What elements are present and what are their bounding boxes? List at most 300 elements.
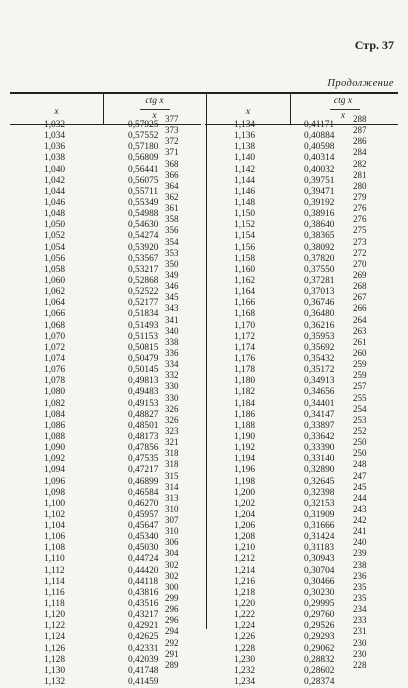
ctg-value-cell: 0,54274 (128, 231, 159, 242)
difference-cell: 330 (165, 392, 179, 403)
ctg-value-cell: 0,51153 (128, 331, 159, 342)
difference-cell: 304 (165, 548, 179, 559)
difference-cell: 326 (165, 403, 179, 414)
difference-cell: 307 (165, 515, 179, 526)
difference-cell: 281 (353, 169, 367, 180)
x-cell: 1,126 (44, 643, 66, 654)
x-cell: 1,232 (234, 665, 256, 676)
difference-cell: 244 (353, 492, 367, 503)
difference-cell: 302 (165, 559, 179, 570)
ctg-value-cell: 0,52522 (128, 287, 159, 298)
ctg-value-cell: 0,37281 (304, 275, 335, 286)
difference-cell: 326 (165, 414, 179, 425)
x-cell: 1,128 (44, 654, 66, 665)
ctg-value-cell: 0,31424 (304, 532, 335, 543)
difference-cell: 289 (165, 659, 179, 670)
ctg-value-cell: 0,32645 (304, 476, 335, 487)
ctg-value-cell: 0,32153 (304, 498, 335, 509)
x-column-header-left: x (54, 107, 59, 117)
difference-cell: 254 (353, 403, 367, 414)
ctg-value-cell: 0,36746 (304, 298, 335, 309)
x-cell: 1,106 (44, 532, 66, 543)
ctg-value-cell: 0,32890 (304, 465, 335, 476)
ctg-value-cell: 0,35953 (304, 331, 335, 342)
x-cell: 1,084 (44, 409, 66, 420)
ctg-value-cell: 0,53217 (128, 264, 159, 275)
difference-cell: 296 (165, 615, 179, 626)
x-cell: 1,214 (234, 565, 256, 576)
difference-cell: 377 (165, 114, 179, 124)
x-cell: 1,144 (234, 175, 256, 186)
ctg-value-cell: 0,45647 (128, 521, 159, 532)
x-cell: 1,048 (44, 209, 66, 220)
ctg-column-header-right: ctg x (333, 96, 353, 106)
difference-cell: 318 (165, 459, 179, 470)
x-cell: 1,202 (234, 498, 256, 509)
x-cell: 1,164 (234, 287, 256, 298)
x-cell: 1,204 (234, 509, 256, 520)
difference-cell: 260 (353, 347, 367, 358)
x-cell: 1,104 (44, 521, 66, 532)
difference-cell: 257 (353, 381, 367, 392)
x-cell: 1,200 (234, 487, 256, 498)
x-cell: 1,156 (234, 242, 256, 253)
ctg-value-cell: 0,35172 (304, 365, 335, 376)
x-cell: 1,034 (44, 131, 66, 142)
ctg-value-cell: 0,40884 (304, 131, 335, 142)
x-cell: 1,102 (44, 509, 66, 520)
ctg-value-cell: 0,31183 (304, 543, 335, 554)
x-cell: 1,074 (44, 353, 66, 364)
ctg-value-cell: 0,52177 (128, 298, 159, 309)
ctg-value-cell: 0,50145 (128, 365, 159, 376)
ctg-value-cell: 0,46270 (128, 498, 159, 509)
difference-cell: 240 (353, 537, 367, 548)
difference-cell: 350 (165, 258, 179, 269)
ctg-value-cell: 0,44118 (128, 576, 159, 587)
x-cell: 1,056 (44, 253, 66, 264)
difference-cell: 332 (165, 370, 179, 381)
ctg-value-cell: 0,37013 (304, 287, 335, 298)
x-cell: 1,158 (234, 253, 256, 264)
difference-cell: 346 (165, 281, 179, 292)
ctg-value-cell: 0,46584 (128, 487, 159, 498)
ctg-value-cell: 0,50479 (128, 353, 159, 364)
x-cell: 1,038 (44, 153, 66, 164)
ctg-value-cell: 0,53567 (128, 253, 159, 264)
x-cell: 1,112 (44, 565, 65, 576)
difference-cell: 313 (165, 492, 179, 503)
difference-cell: 234 (353, 604, 367, 615)
difference-cell: 287 (353, 125, 367, 136)
difference-cell: 296 (165, 604, 179, 615)
difference-cell: 241 (353, 526, 367, 537)
x-cell: 1,124 (44, 632, 66, 643)
ctg-value-cell: 0,54988 (128, 209, 159, 220)
ctg-value-cell: 0,40598 (304, 142, 335, 153)
ctg-value-cell: 0,55711 (128, 186, 159, 197)
x-cell: 1,076 (44, 365, 66, 376)
x-cell: 1,110 (44, 554, 65, 565)
difference-cell: 321 (165, 437, 179, 448)
difference-cell: 233 (353, 615, 367, 626)
x-cell: 1,224 (234, 621, 256, 632)
x-cell: 1,132 (44, 677, 66, 688)
ctg-value-cell: 0,51834 (128, 309, 159, 320)
x-cell: 1,082 (44, 398, 66, 409)
x-cell: 1,168 (234, 309, 256, 320)
difference-cell: 275 (353, 225, 367, 236)
ctg-value-cell: 0,29760 (304, 610, 335, 621)
x-cell: 1,212 (234, 554, 256, 565)
difference-cell: 286 (353, 136, 367, 147)
x-cell: 1,178 (234, 365, 256, 376)
difference-cell: 368 (165, 158, 179, 169)
x-cell: 1,098 (44, 487, 66, 498)
ctg-value-cell: 0,34656 (304, 387, 335, 398)
ctg-value-cell: 0,37550 (304, 264, 335, 275)
table-top-rule (10, 92, 398, 94)
x-cell: 1,050 (44, 220, 66, 231)
difference-cell: 272 (353, 247, 367, 258)
difference-cell: 259 (353, 359, 367, 370)
x-cell: 1,040 (44, 164, 66, 175)
ctg-value-cell: 0,41748 (128, 665, 159, 676)
x-cell: 1,194 (234, 454, 256, 465)
ctg-value-cell: 0,43516 (128, 599, 159, 610)
difference-cell: 245 (353, 481, 367, 492)
difference-cell: 230 (353, 637, 367, 648)
x-cell: 1,152 (234, 220, 256, 231)
x-cell: 1,042 (44, 175, 66, 186)
x-cell: 1,198 (234, 476, 256, 487)
x-cell: 1,234 (234, 677, 256, 688)
ctg-value-cell: 0,31909 (304, 509, 335, 520)
x-column-left (44, 120, 94, 688)
ctg-value-cell: 0,34401 (304, 398, 335, 409)
x-cell: 1,090 (44, 443, 66, 454)
difference-cell: 349 (165, 269, 179, 280)
diff-column-left (165, 114, 190, 671)
ctg-value-cell: 0,43816 (128, 587, 159, 598)
ctg-value-cell: 0,57925 (128, 120, 159, 130)
ctg-value-cell: 0,49813 (128, 376, 159, 387)
ctg-value-cell: 0,34147 (304, 409, 335, 420)
ctg-value-cell: 0,30704 (304, 565, 335, 576)
difference-cell: 330 (165, 381, 179, 392)
difference-cell: 255 (353, 392, 367, 403)
ctg-value-cell: 0,30466 (304, 576, 335, 587)
difference-cell: 250 (353, 448, 367, 459)
x-cell: 1,058 (44, 264, 66, 275)
ctg-value-cell: 0,46899 (128, 476, 159, 487)
difference-cell: 261 (353, 336, 367, 347)
x-cell: 1,134 (234, 120, 256, 130)
page-number: Стр. 37 (354, 38, 394, 52)
difference-cell: 314 (165, 481, 179, 492)
difference-cell: 373 (165, 125, 179, 136)
difference-cell: 263 (353, 325, 367, 336)
ctg-value-cell: 0,44420 (128, 565, 159, 576)
ctg-value-cell: 0,42625 (128, 632, 159, 643)
x-cell: 1,066 (44, 309, 66, 320)
difference-cell: 353 (165, 247, 179, 258)
ctg-value-cell: 0,36480 (304, 309, 335, 320)
x-cell: 1,064 (44, 298, 66, 309)
difference-cell: 284 (353, 147, 367, 158)
x-cell: 1,136 (234, 131, 256, 142)
ctg-value-cell: 0,40314 (304, 153, 335, 164)
ctg-value-cell: 0,40032 (304, 164, 335, 175)
ctg-value-cell: 0,33140 (304, 454, 335, 465)
difference-cell: 299 (165, 593, 179, 604)
ctg-value-cell: 0,44724 (128, 554, 159, 565)
ctg-value-cell: 0,39192 (304, 197, 335, 208)
difference-cell: 236 (353, 570, 367, 581)
x-cell: 1,190 (234, 431, 256, 442)
difference-cell: 280 (353, 180, 367, 191)
difference-cell: 302 (165, 570, 179, 581)
ctg-value-cell: 0,39751 (304, 175, 335, 186)
difference-cell: 228 (353, 659, 367, 670)
ctg-value-cell: 0,48827 (128, 409, 159, 420)
ctg-value-cell: 0,38916 (304, 209, 335, 220)
ctg-value-cell: 0,48501 (128, 420, 159, 431)
x-cell: 1,142 (234, 164, 256, 175)
ctg-value-cell: 0,42039 (128, 654, 159, 665)
x-column-right (234, 120, 284, 688)
ctg-value-cell: 0,33390 (304, 443, 335, 454)
ctg-value-cell: 0,42921 (128, 621, 159, 632)
ctg-value-cell: 0,49483 (128, 387, 159, 398)
x-cell: 1,100 (44, 498, 66, 509)
x-cell: 1,086 (44, 420, 66, 431)
x-cell: 1,208 (234, 532, 256, 543)
difference-cell: 269 (353, 269, 367, 280)
difference-cell: 343 (165, 303, 179, 314)
x-cell: 1,206 (234, 521, 256, 532)
difference-cell: 268 (353, 281, 367, 292)
x-cell: 1,114 (44, 576, 65, 587)
difference-cell: 250 (353, 437, 367, 448)
ctg-value-cell: 0,39471 (304, 186, 335, 197)
difference-cell: 282 (353, 158, 367, 169)
difference-cell: 247 (353, 470, 367, 481)
x-cell: 1,122 (44, 621, 66, 632)
difference-cell: 252 (353, 425, 367, 436)
x-cell: 1,228 (234, 643, 256, 654)
x-cell: 1,062 (44, 287, 66, 298)
difference-cell: 362 (165, 191, 179, 202)
difference-cell: 242 (353, 515, 367, 526)
difference-cell: 338 (165, 336, 179, 347)
x-cell: 1,188 (234, 420, 256, 431)
difference-cell: 300 (165, 581, 179, 592)
difference-cell: 366 (165, 169, 179, 180)
diff-column-right (353, 114, 378, 671)
x-cell: 1,052 (44, 231, 66, 242)
x-cell: 1,070 (44, 331, 66, 342)
ctg-value-cell: 0,35692 (304, 342, 335, 353)
ctg-value-cell: 0,50815 (128, 342, 159, 353)
difference-cell: 364 (165, 180, 179, 191)
ctg-value-cell: 0,28832 (304, 654, 335, 665)
ctg-value-cell: 0,28602 (304, 665, 335, 676)
difference-cell: 318 (165, 448, 179, 459)
ctg-value-cell: 0,29526 (304, 621, 335, 632)
x-cell: 1,226 (234, 632, 256, 643)
x-cell: 1,080 (44, 387, 66, 398)
ctg-value-cell: 0,41459 (128, 677, 159, 688)
ctg-value-cell: 0,56075 (128, 175, 159, 186)
x-cell: 1,184 (234, 398, 256, 409)
x-cell: 1,218 (234, 587, 256, 598)
difference-cell: 354 (165, 236, 179, 247)
ctg-value-cell: 0,35432 (304, 353, 335, 364)
difference-cell: 315 (165, 470, 179, 481)
ctg-value-cell: 0,33897 (304, 420, 335, 431)
ctg-value-cell: 0,47535 (128, 454, 159, 465)
x-cell: 1,036 (44, 142, 66, 153)
difference-cell: 288 (353, 114, 367, 124)
difference-cell: 372 (165, 136, 179, 147)
x-cell: 1,154 (234, 231, 256, 242)
ctg-value-cell: 0,45030 (128, 543, 159, 554)
x-cell: 1,210 (234, 543, 256, 554)
ctg-value-cell: 0,42331 (128, 643, 159, 654)
difference-cell: 323 (165, 425, 179, 436)
ctg-value-cell: 0,57552 (128, 131, 159, 142)
difference-cell: 291 (165, 648, 179, 659)
x-cell: 1,092 (44, 454, 66, 465)
difference-cell: 358 (165, 214, 179, 225)
difference-cell: 267 (353, 292, 367, 303)
ctg-value-cell: 0,41171 (304, 120, 335, 130)
x-column-header-right: x (245, 107, 251, 117)
difference-cell: 259 (353, 370, 367, 381)
difference-cell: 356 (165, 225, 179, 236)
difference-cell: 231 (353, 626, 367, 637)
continuation-label: Продолжение (327, 78, 394, 89)
ctg-value-cell: 0,43217 (128, 610, 159, 621)
ctg-value-cell: 0,56809 (128, 153, 159, 164)
difference-cell: 273 (353, 236, 367, 247)
ctg-value-cell: 0,57180 (128, 142, 159, 153)
ctg-value-cell: 0,56441 (128, 164, 159, 175)
ctg-value-cell: 0,37820 (304, 253, 335, 264)
difference-cell: 292 (165, 637, 179, 648)
x-cell: 1,032 (44, 120, 66, 130)
ctg-value-cell: 0,48173 (128, 431, 159, 442)
ctg-column-subheader-left: x (152, 111, 157, 121)
x-cell: 1,046 (44, 197, 66, 208)
difference-cell: 238 (353, 559, 367, 570)
x-cell: 1,170 (234, 320, 256, 331)
difference-cell: 336 (165, 347, 179, 358)
ctg-value-cell: 0,38640 (304, 220, 335, 231)
difference-cell: 341 (165, 314, 179, 325)
x-cell: 1,044 (44, 186, 66, 197)
difference-cell: 276 (353, 203, 367, 214)
x-cell: 1,216 (234, 576, 256, 587)
ctg-value-cell: 0,45340 (128, 532, 159, 543)
x-cell: 1,166 (234, 298, 256, 309)
difference-cell: 310 (165, 526, 179, 537)
ctg-value-cell: 0,47856 (128, 443, 159, 454)
x-cell: 1,196 (234, 465, 256, 476)
ctg-value-cell: 0,33642 (304, 431, 335, 442)
difference-cell: 371 (165, 147, 179, 158)
x-cell: 1,120 (44, 610, 66, 621)
ctg-value-cell: 0,47217 (128, 465, 159, 476)
x-cell: 1,146 (234, 186, 256, 197)
ctg-value-cell: 0,51493 (128, 320, 159, 331)
difference-cell: 230 (353, 648, 367, 659)
ctg-value-cell: 0,34913 (304, 376, 335, 387)
x-cell: 1,108 (44, 543, 66, 554)
x-cell: 1,222 (234, 610, 256, 621)
difference-cell: 306 (165, 537, 179, 548)
difference-cell: 235 (353, 581, 367, 592)
x-cell: 1,220 (234, 599, 256, 610)
ctg-value-cell: 0,53920 (128, 242, 159, 253)
x-cell: 1,176 (234, 353, 256, 364)
ctg-value-cell: 0,55349 (128, 197, 159, 208)
x-cell: 1,116 (44, 587, 65, 598)
x-cell: 1,138 (234, 142, 256, 153)
difference-cell: 279 (353, 191, 367, 202)
difference-cell: 340 (165, 325, 179, 336)
ctg-value-cell: 0,29293 (304, 632, 335, 643)
ctg-column-header-left: ctg x (145, 96, 164, 106)
difference-cell: 361 (165, 203, 179, 214)
x-cell: 1,130 (44, 665, 66, 676)
ctg-value-cell: 0,45957 (128, 509, 159, 520)
x-cell: 1,094 (44, 465, 66, 476)
difference-cell: 266 (353, 303, 367, 314)
ctg-value-cell: 0,38092 (304, 242, 335, 253)
x-cell: 1,148 (234, 197, 256, 208)
ctg-value-cell: 0,52868 (128, 275, 159, 286)
difference-cell: 253 (353, 414, 367, 425)
ctg-value-cell: 0,29062 (304, 643, 335, 654)
ctg-value-cell: 0,36216 (304, 320, 335, 331)
x-cell: 1,174 (234, 342, 256, 353)
fraction-bar-right (330, 109, 360, 110)
x-cell: 1,230 (234, 654, 256, 665)
x-cell: 1,068 (44, 320, 66, 331)
ctg-value-cell: 0,49153 (128, 398, 159, 409)
ctg-value-cell: 0,31666 (304, 521, 335, 532)
center-divider (206, 93, 207, 629)
difference-cell: 248 (353, 459, 367, 470)
ctg-value-cell: 0,30943 (304, 554, 335, 565)
difference-cell: 345 (165, 292, 179, 303)
difference-cell: 243 (353, 503, 367, 514)
difference-cell: 294 (165, 626, 179, 637)
x-cell: 1,180 (234, 376, 256, 387)
x-cell: 1,192 (234, 443, 256, 454)
ctg-column-subheader-right: x (340, 111, 346, 121)
difference-cell: 276 (353, 214, 367, 225)
x-cell: 1,096 (44, 476, 66, 487)
ctg-value-cell: 0,30230 (304, 587, 335, 598)
ctg-value-cell: 0,28374 (304, 677, 335, 688)
x-cell: 1,172 (234, 331, 256, 342)
x-cell: 1,118 (44, 599, 65, 610)
value-column-right (304, 120, 354, 688)
difference-cell: 334 (165, 359, 179, 370)
